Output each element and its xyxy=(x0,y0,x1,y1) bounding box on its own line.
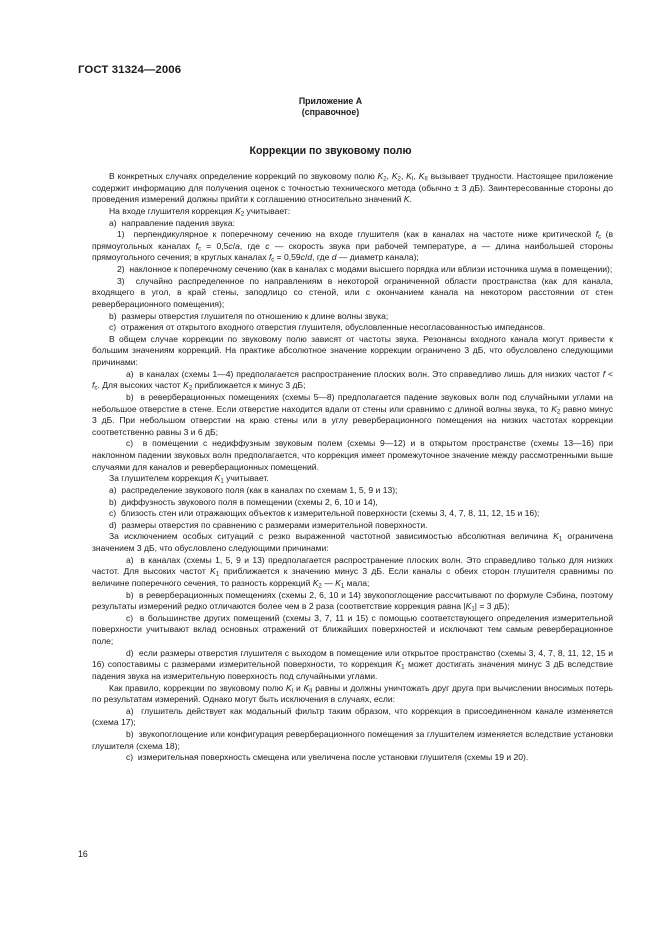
body-text xyxy=(92,171,613,764)
paragraph: а) в каналах (схемы 1—4) предполагается распространение плоских волн. Это справедливо лишь для низких частот $f < f_c$. Для высоких частот $K_2$ приближается к минус 3 дБ; xyxy=(92,368,613,392)
paragraph: c) отражения от открытого входного отверстия глушителя, обусловленные несогласованностью импедансов. xyxy=(109,322,546,333)
appendix-label: Приложение А xyxy=(298,96,363,106)
paragraph: а) глушитель действует как модальный фильтр таким образом, что коррекция в присоединенном канале изменяется (схема 17); xyxy=(92,705,613,728)
appendix-type: (справочное) xyxy=(301,107,360,117)
paragraph: b) диффузность звукового поля в помещении (схемы 2, 6, 10 и 14), xyxy=(109,496,378,507)
paragraph: В общем случае коррекции по звуковому полю зависят от частоты звука. Резонансы входного канала могут привести к большим значениям коррекций. На практике абсолютное значение коррекции ограничено 3 дБ, что обусловлено следующими причинами: xyxy=(92,333,613,367)
section-title: Коррекции по звуковому полю xyxy=(249,145,412,157)
paragraph: 2) наклонное к поперечному сечению (как в каналах с модами высшего порядка или вблизи источника шума в помещении); xyxy=(117,264,613,274)
paragraph: b) в реверберационных помещениях (схемы 5—8) предполагается падение звуковых волн под случайными углами на небольшое отверстие в стене. Если отверстие находится вдали от стены или сравнимо с длиной волны звука, то $K_2$ равно минус 3 дБ. При небольшом отверстии на краю стены или в углу реверберационного помещения на низких частотах коррекции соответственно равны 3 и 6 дБ; xyxy=(92,391,613,437)
page-number: 16 xyxy=(78,849,88,859)
paragraph: b) в реверберационных помещениях (схемы 2, 6, 10 и 14) звукопоглощение рассчитывают по формуле Сэбина, поэтому результаты измерений редко отличаются более чем в 2 раза (соответствие коррекция равна $|K_1| = 3$ дБ); xyxy=(92,589,613,613)
paragraph: c) измерительная поверхность смещена или увеличена после установки глушителя (схемы 19 и 20). xyxy=(126,752,529,763)
paragraph: d) если размеры отверстия глушителя с выходом в помещение или открытое пространство (схемы 3, 4, 7, 8, 11, 12, 15 и 16) сопоставимы с размерами измерительной поверхности, то коррекция $K_1$ может достигать значения минус 3 дБ вследствие падения звука на измерительную поверхность под случайными углами. xyxy=(92,647,613,681)
paragraph: b) размеры отверстия глушителя по отношению к длине волны звука; xyxy=(109,310,389,321)
appendix-heading xyxy=(0,96,661,118)
paragraph: c) в большинстве других помещений (схемы 3, 7, 11 и 15) с помощью соответствующего определения измерительной поверхности учитывают вклад основных отражений от ближайших поверхностей и исключают тем самым реверберационное поле; xyxy=(92,612,613,646)
paragraph: а) в каналах (схемы 1, 5, 9 и 13) предполагается распространение плоских волн. Это справедливо только для низких частот. Для высоких частот $K_1$ приближается к значению минус 3 дБ. Если каналы с обеих сторон глушителя сравнимы по величине поперечного сечения, то разность коррекций $K_2$ — $K_1$ мала; xyxy=(92,554,613,590)
paragraph: За глушителем коррекция $K_1$ учитывает. xyxy=(109,473,269,485)
paragraph: В конкретных случаях определение коррекций по звуковому полю $K_2$, $K_2$, $K_I$, $K_{II}$ вызывает трудности. Настоящее приложение содержит информацию для получения оценок с точностью технического метода (обычно ± 3 дБ). Заинтересованные стороны до проведения измерений должны прийти к соглашению относительно значений K. xyxy=(92,171,614,205)
standard-header: ГОСТ 31324—2006 xyxy=(78,64,182,76)
paragraph: d) размеры отверстия по сравнению с размерами измерительной поверхности. xyxy=(109,519,428,530)
paragraph: а) распределение звукового поля (как в каналах по схемам 1, 5, 9 и 13); xyxy=(109,484,398,495)
paragraph: На входе глушителя коррекция $K_2$ учитывает: xyxy=(109,205,291,218)
paragraph: 3) случайно распределенное по направлениям в некоторой ограниченной области пространства (как для канала, входящего в угол, в край стены, заподлицо со стеной, или с окончанием канала на некотором расстоянии от стен реверберационного помещения); xyxy=(92,275,613,309)
paragraph: c) в помещении с недиффузным звуковым полем (схемы 9—12) и в открытом пространстве (схемы 13—16) при наклонном падении звуковых волн предполагается, что коррекция имеет промежуточное значение между рассмотренными выше случаями для каналов и реверберационных помещений. xyxy=(92,438,613,472)
paragraph: Как правило, коррекции по звуковому полю $K_I$ и $K_{II}$ равны и должны уничтожать друг друга при вычислении вносимых потерь по результатам измерений. Однако могут быть исключения в случаях, если: xyxy=(92,682,613,705)
paragraph: b) звукопоглощение или конфигурация реверберационного помещения за глушителем изменяется вследствие установки глушителя (схема 18); xyxy=(92,729,613,751)
paragraph: 1) перпендикулярное к поперечному сечению на входе глушителя (как в каналах на частоте ниже критической $f_c$ (в прямоугольных каналах $f_c = 0,5c/a$, где c — скорость звука при рабочей температуре, a — длина наибольшей стороны прямоугольного сечения; в круглых каналах $f_c = 0,59c/d$, где d — диаметр канала); xyxy=(92,229,614,264)
paragraph: а) направление падения звука: xyxy=(109,217,235,228)
paragraph: c) близость стен или отражающих объектов к измерительной поверхности (схемы 3, 4, 7, 8, 11, 12, 15 и 16); xyxy=(109,508,540,519)
paragraph: За исключением особых ситуаций с резко выраженной частотной зависимостью абсолютная величина $K_1$ ограничена значением 3 дБ, что обусловлено следующими причинами: xyxy=(92,531,613,553)
